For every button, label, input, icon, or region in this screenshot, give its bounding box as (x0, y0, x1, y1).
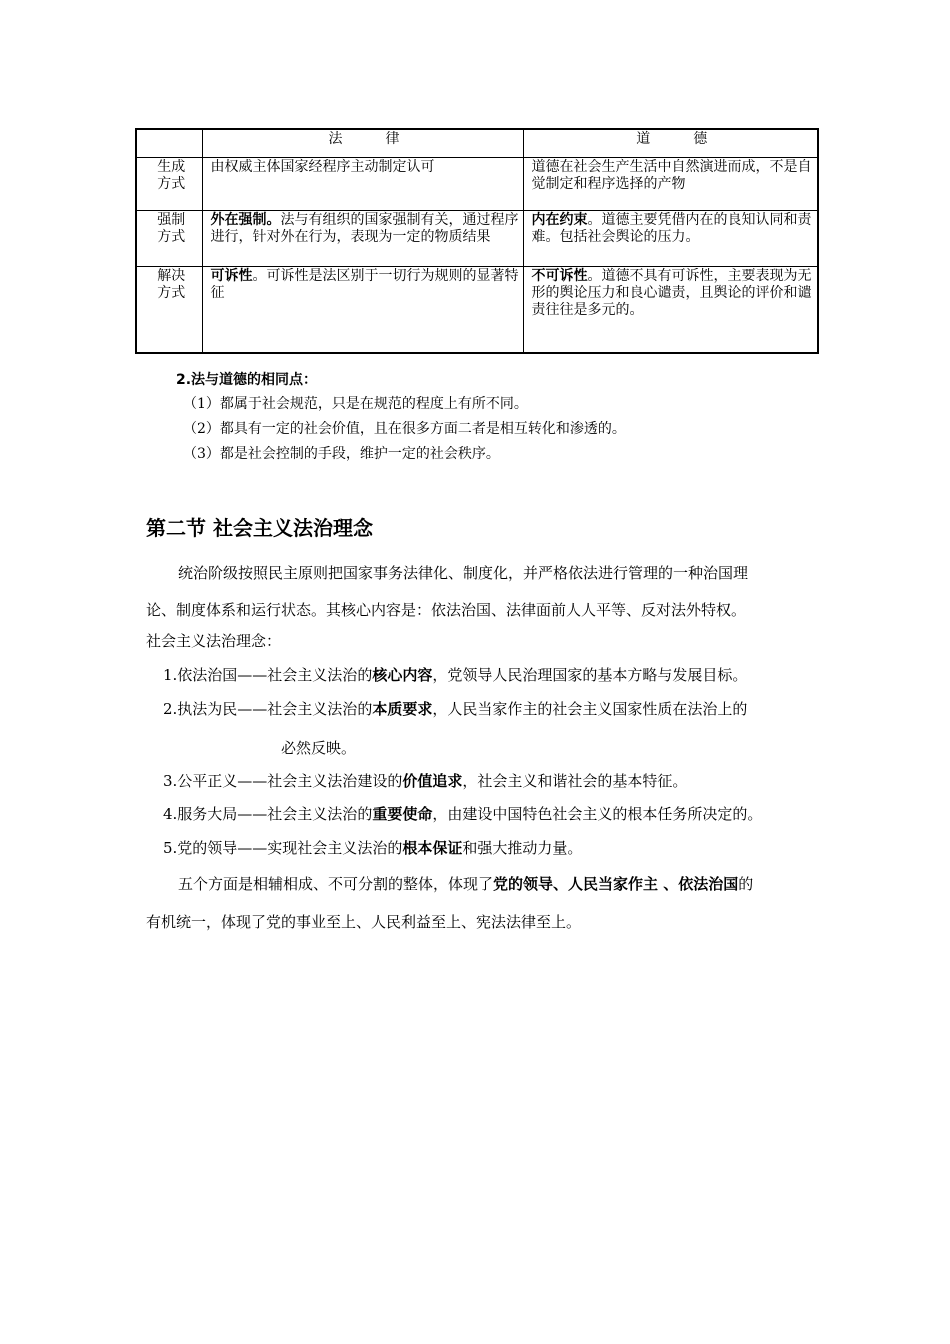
section-title: 第二节 社会主义法治理念 (146, 516, 373, 540)
similarity-item: （3）都是社会控制的手段，维护一定的社会秩序。 (183, 446, 500, 462)
summary-line-1: 五个方面是相辅相成、不可分割的整体，体现了党的领导、人民当家作主 、依法治国的 (178, 875, 754, 893)
cell-law-resolution: 可诉性。可诉性是法区别于一切行为规则的显著特征 (202, 267, 523, 354)
cell-morality-formation: 道德在社会生产生活中自然演进而成，不是自觉制定和程序选择的产物 (523, 158, 818, 211)
header-morality: 道 德 (523, 129, 818, 158)
header-law: 法 律 (202, 129, 523, 158)
intro-line-2: 论、制度体系和运行状态。其核心内容是：依法治国、法律面前人人平等、反对法外特权。 (146, 601, 747, 619)
header-empty-cell (136, 129, 202, 158)
similarities-heading: 2.法与道德的相同点： (176, 372, 318, 388)
table-row (136, 158, 818, 211)
principle-2-continuation: 必然反映。 (281, 739, 357, 757)
summary-line-2: 有机统一，体现了党的事业至上、人民利益至上、宪法法律至上。 (146, 913, 582, 931)
row-label-formation: 生成 方式 (136, 158, 202, 211)
cell-law-formation: 由权威主体国家经程序主动制定认可 (202, 158, 523, 211)
cell-morality-resolution: 不可诉性。道德不具有可诉性，主要表现为无形的舆论压力和良心谴责，且舆论的评价和谴责往往是多元的。 (523, 267, 818, 354)
principle-2: 2.执法为民——社会主义法治的本质要求，人民当家作主的社会主义国家性质在法治上的 (163, 700, 748, 718)
law-morality-comparison-table (135, 128, 819, 354)
table-row (136, 267, 818, 354)
principle-4: 4.服务大局——社会主义法治的重要使命，由建设中国特色社会主义的根本任务所决定的。 (163, 805, 763, 823)
principle-5: 5.党的领导——实现社会主义法治的根本保证和强大推动力量。 (163, 839, 583, 857)
similarity-item: （1）都属于社会规范，只是在规范的程度上有所不同。 (183, 396, 528, 412)
row-label-enforcement: 强制 方式 (136, 211, 202, 267)
principle-1: 1.依法治国——社会主义法治的核心内容，党领导人民治理国家的基本方略与发展目标。 (163, 666, 748, 684)
intro-line-3: 社会主义法治理念： (146, 632, 282, 650)
principle-3: 3.公平正义——社会主义法治建设的价值追求，社会主义和谐社会的基本特征。 (163, 772, 688, 790)
cell-law-enforcement: 外在强制。法与有组织的国家强制有关，通过程序进行，针对外在行为，表现为一定的物质结果 (202, 211, 523, 267)
intro-line-1: 统治阶级按照民主原则把国家事务法律化、制度化，并严格依法进行管理的一种治国理 (178, 564, 749, 582)
row-label-resolution: 解决 方式 (136, 267, 202, 354)
table-row (136, 211, 818, 267)
table-header-row (136, 129, 818, 158)
cell-morality-enforcement: 内在约束。道德主要凭借内在的良知认同和责难。包括社会舆论的压力。 (523, 211, 818, 267)
similarity-item: （2）都具有一定的社会价值，且在很多方面二者是相互转化和渗透的。 (183, 421, 626, 437)
